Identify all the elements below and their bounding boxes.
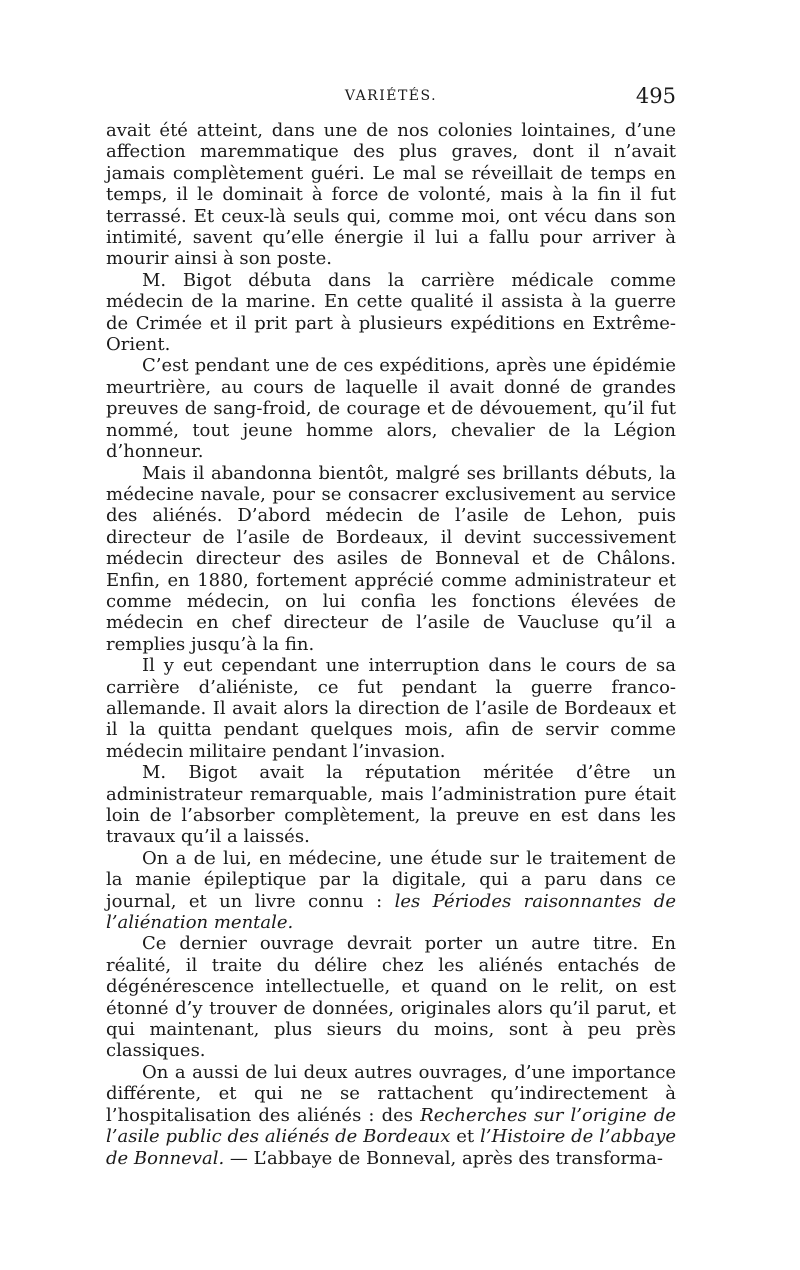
text-run: avait été atteint, dans une de nos colonies lointaines, d’une affection maremmatique des plus graves, dont il n’avait jamais complètement guéri. Le mal se réveillait de temps en temps, il le dominait à force de volonté, mais à la fin il fut terrassé. Et ceux-là seuls qui, comme moi, ont vécu dans son intimité, savent qu’elle énergie il lui a fallu pour arriver à mourir ainsi à son poste. xyxy=(106,120,676,270)
paragraph xyxy=(106,655,676,762)
paragraph xyxy=(106,355,676,462)
paragraph xyxy=(106,120,676,270)
running-title: VARIÉTÉS. xyxy=(344,88,438,104)
text-run: C’est pendant une de ces expéditions, après une épidémie meurtrière, au cours de laquelle il avait donné de grandes preuves de sang-froid, de courage et de dévouement, qu’il fut nommé, tout jeune homme alors, chevalier de la Légion d’honneur. xyxy=(106,355,676,463)
paragraph xyxy=(106,270,676,356)
italic-title: les Périodes raisonnantes de l’aliénation mentale. xyxy=(106,890,676,934)
italic-title: Recherches sur l’origine de l’asile public des aliénés de Bordeaux xyxy=(106,1104,676,1148)
paragraph xyxy=(106,848,676,934)
text-run: Ce dernier ouvrage devrait porter un autre titre. En réalité, il traite du délire chez les aliénés entachés de dégénérescence intellectuelle, et quand on le relit, on est étonné d’y trouver de données, originales alors qu’il parut, et qui maintenant, plus sieurs du moins, sont à peu près classiques. xyxy=(106,933,676,1062)
text-run: On a aussi de lui deux autres ouvrages, d’une importance différente, et qui ne se rattachent qu’indirectement à l’hospitalisation des aliénés : des xyxy=(106,1061,676,1126)
paragraph xyxy=(106,1062,676,1169)
paragraph xyxy=(106,933,676,1061)
book-page xyxy=(106,84,676,1169)
text-run: — L’abbaye de Bonneval, après des transforma- xyxy=(224,1147,663,1169)
text-run: et xyxy=(450,1126,481,1148)
body-text xyxy=(106,120,676,1169)
running-head xyxy=(106,84,676,120)
paragraph xyxy=(106,463,676,656)
text-run: On a de lui, en médecine, une étude sur le traitement de la manie épileptique par la digitale, qui a paru dans ce journal, et un livre connu : xyxy=(106,847,676,912)
text-run: M. Bigot débuta dans la carrière médicale comme médecin de la marine. En cette qualité il assista à la guerre de Crimée et il prit part à plusieurs expéditions en Extrême-Orient. xyxy=(106,269,676,356)
italic-title: l’Histoire de l’abbaye de Bonneval. xyxy=(106,1126,676,1169)
paragraph xyxy=(106,762,676,848)
text-run: Il y eut cependant une interruption dans le cours de sa carrière d’aliéniste, ce fut pendant la guerre franco-allemande. Il avait alors la direction de l’asile de Bordeaux et il la quitta pendant quelques mois, afin de servir comme médecin militaire pendant l’invasion. xyxy=(106,655,676,762)
page-number: 495 xyxy=(635,84,676,108)
text-run: Mais il abandonna bientôt, malgré ses brillants débuts, la médecine navale, pour se consacrer exclusivement au service des aliénés. D’abord médecin de l’asile de Lehon, puis directeur de l’asile de Bordeaux, il devint successivement médecin directeur des asiles de Bonneval et de Châlons. Enfin, en 1880, fortement apprécié comme administrateur et comme médecin, on lui confia les fonctions élevées de médecin en chef directeur de l’asile de Vaucluse qu’il a remplies jusqu’à la fin. xyxy=(106,462,676,655)
text-run: M. Bigot avait la réputation méritée d’être un administrateur remarquable, mais l’administration pure était loin de l’absorber complètement, la preuve en est dans les travaux qu’il a laissés. xyxy=(106,762,676,848)
